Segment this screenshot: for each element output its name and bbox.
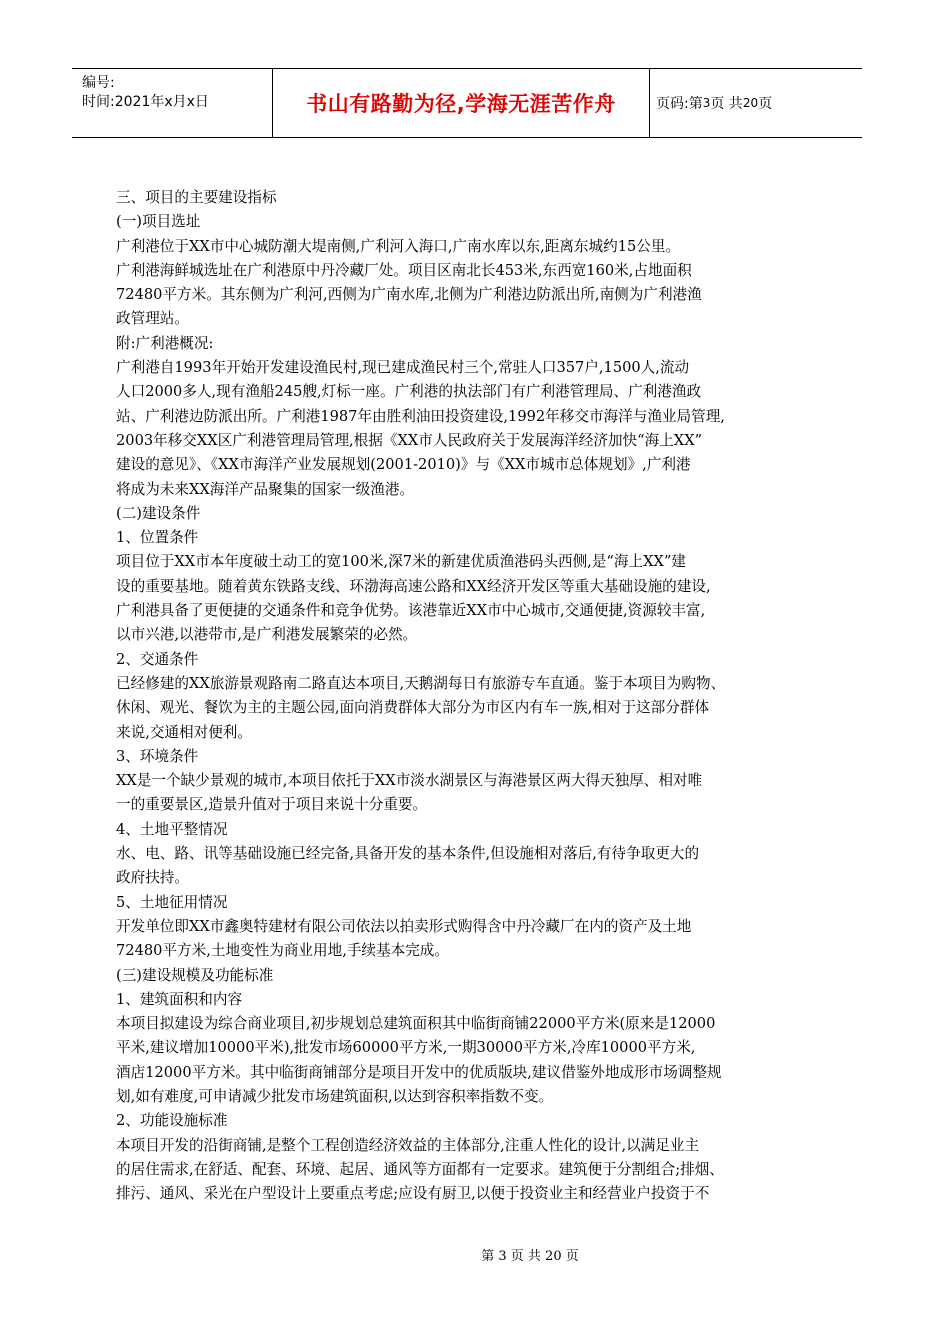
text-line: 本项目拟建设为综合商业项目,初步规划总建筑面积其中临街商铺22000平方米(原来是12000 — [116, 1015, 716, 1033]
text-line: 2、功能设施标准 — [116, 1112, 228, 1130]
doc-number-label: 编号: — [82, 75, 115, 91]
text-line: 平米,建议增加10000平米),批发市场60000平方米,一期30000平方米,冷库10000平方米, — [116, 1039, 696, 1057]
page-number: 3 — [702, 96, 711, 110]
header-page-info — [648, 69, 862, 137]
header-meta — [72, 69, 272, 137]
text-line: 2、交通条件 — [116, 650, 199, 668]
text-line: 4、土地平整情况 — [116, 820, 228, 838]
text-line: 政管理站。 — [116, 310, 189, 328]
text-line: 开发单位即XX市鑫奥特建材有限公司依法以拍卖形式购得含中丹冷藏厂在内的资产及土地 — [116, 917, 692, 935]
page-footer: 第 3 页 共 20 页 — [481, 1249, 579, 1264]
text-line: 政府扶持。 — [116, 869, 189, 887]
page-label: 页码:第 — [656, 96, 703, 112]
text-line: 将成为未来XX海洋产品聚集的国家一级渔港。 — [116, 480, 415, 498]
text-line: XX是一个缺少景观的城市,本项目依托于XX市淡水湖景区与海港景区两大得天独厚、相对唯 — [116, 772, 703, 790]
header-motto: 书山有路勤为径,学海无涯苦作舟 — [306, 92, 616, 116]
text-line: 本项目开发的沿街商铺,是整个工程创造经济效益的主体部分,注重人性化的设计,以满足业主 — [116, 1136, 700, 1154]
text-line: 排污、通风、采光在户型设计上要重点考虑;应设有厨卫,以便于投资业主和经营业户投资于不 — [116, 1185, 710, 1203]
text-line: 1、建筑面积和内容 — [116, 990, 243, 1008]
text-line: 72480平方米。其东侧为广利河,西侧为广南水库,北侧为广利港边防派出所,南侧为广利港渔 — [116, 286, 702, 304]
page-mid: 页 共 — [710, 96, 743, 112]
text-line: 来说,交通相对便利。 — [116, 723, 252, 741]
text-line: 1、位置条件 — [116, 529, 199, 547]
text-line: 建设的意见》、《XX市海洋产业发展规划(2001-2010)》与《XX市城市总体规划》,广利港 — [116, 456, 691, 474]
text-line: 广利港具备了更便捷的交通条件和竞争优势。该港靠近XX市中心城市,交通便捷,资源较丰富, — [116, 602, 706, 620]
text-line: 5、土地征用情况 — [116, 893, 228, 911]
page-end: 页 — [758, 96, 773, 112]
text-line: 设的重要基地。随着黄东铁路支线、环渤海高速公路和XX经济开发区等重大基础设施的建设, — [116, 577, 711, 595]
text-line: 附:广利港概况: — [116, 334, 214, 352]
page-header — [72, 68, 862, 138]
text-line: 广利港海鲜城选址在广利港原中丹冷藏厂处。项目区南北长453米,东西宽160米,占地面积 — [116, 261, 692, 279]
text-line: 广利港自1993年开始开发建设渔民村,现已建成渔民村三个,常驻人口357户,1500人,流动 — [116, 359, 690, 377]
text-line: 2003年移交XX区广利港管理局管理,根据《XX市人民政府关于发展海洋经济加快“海上XX” — [116, 431, 703, 449]
text-line: 酒店12000平方米。其中临街商铺部分是项目开发中的优质版块,建议借鉴外地成形市场调整规 — [116, 1063, 722, 1081]
text-line: 3、环境条件 — [116, 747, 199, 765]
text-line: 72480平方米,土地变性为商业用地,手续基本完成。 — [116, 942, 449, 960]
text-line: (二)建设条件 — [116, 504, 201, 522]
text-line: 水、电、路、讯等基础设施已经完备,具备开发的基本条件,但设施相对落后,有待争取更大的 — [116, 845, 700, 863]
text-line: (一)项目选址 — [116, 213, 201, 231]
doc-time-label: 时间:2021年x月x日 — [82, 94, 209, 110]
text-line: 的居住需求,在舒适、配套、环境、起居、通风等方面都有一定要求。建筑便于分割组合;排烟、 — [116, 1160, 724, 1178]
text-line: 划,如有难度,可申请减少批发市场建筑面积,以达到容积率指数不变。 — [116, 1087, 554, 1105]
text-line: 人口2000多人,现有渔船245艘,灯标一座。广利港的执法部门有广利港管理局、广利港渔政 — [116, 383, 702, 401]
text-line: 广利港位于XX市中心城防潮大堤南侧,广利河入海口,广南水库以东,距离东城约15公里。 — [116, 237, 681, 255]
text-line: 休闲、观光、餐饮为主的主题公园,面向消费群体大部分为市区内有车一族,相对于这部分群体 — [116, 699, 710, 717]
text-line: 以市兴港,以港带市,是广利港发展繁荣的必然。 — [116, 626, 418, 644]
text-line: 一的重要景区,造景升值对于项目来说十分重要。 — [116, 796, 428, 814]
header-motto-cell — [272, 69, 650, 137]
document-body — [116, 186, 830, 1206]
text-line: 已经修建的XX旅游景观路南二路直达本项目,天鹅湖每日有旅游专车直通。鉴于本项目为购物、 — [116, 674, 726, 692]
page-total: 20 — [742, 96, 759, 110]
text-line: 站、广利港边防派出所。广利港1987年由胜利油田投资建设,1992年移交市海洋与渔业局管理, — [116, 407, 725, 425]
text-line: 三、项目的主要建设指标 — [116, 189, 277, 206]
text-line: 项目位于XX市本年度破土动工的宽100米,深7米的新建优质渔港码头西侧,是“海上XX”建 — [116, 553, 686, 571]
text-line: (三)建设规模及功能标准 — [116, 966, 274, 984]
